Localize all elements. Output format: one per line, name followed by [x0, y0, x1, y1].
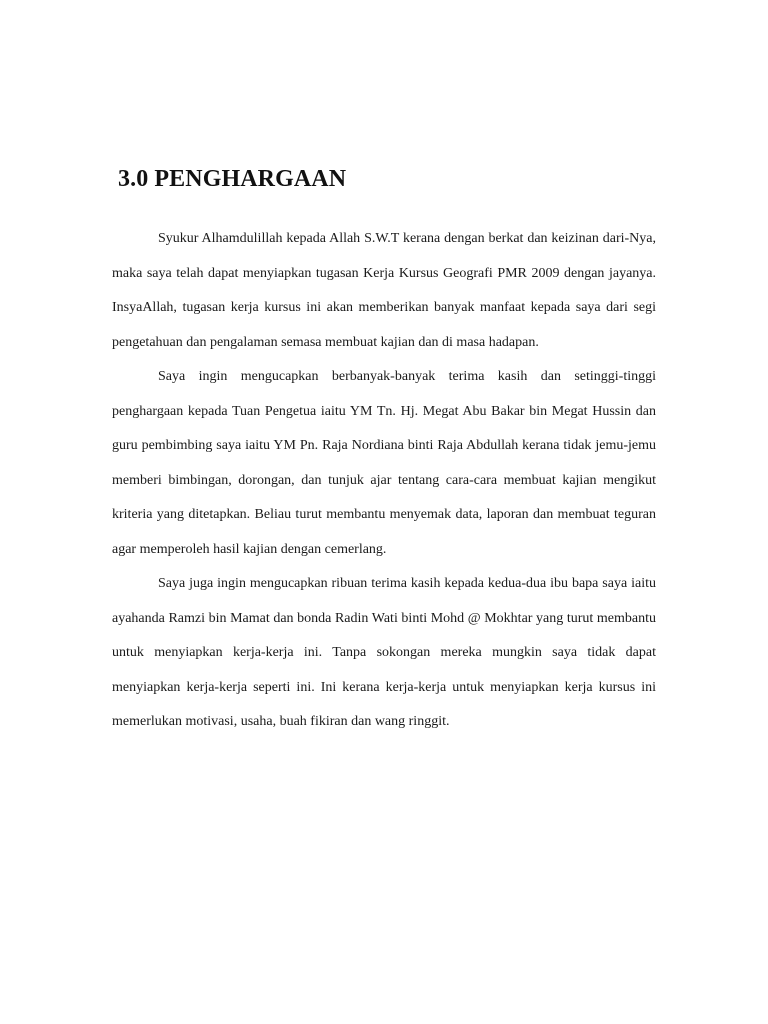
paragraph-3: Saya juga ingin mengucapkan ribuan terima kasih kepada kedua-dua ibu bapa saya iaitu ayahanda Ramzi bin Mamat dan bonda Radin Wati binti Mohd @ Mokhtar yang turut membantu untuk menyiapkan kerja-kerja ini. Tanpa sokongan mereka mungkin saya tidak dapat menyiapkan kerja-kerja seperti ini. Ini kerana kerja-kerja untuk menyiapkan kerja kursus ini memerlukan motivasi, usaha, buah fikiran dan wang ringgit. [112, 576, 656, 729]
body-text [112, 222, 656, 740]
paragraph-1: Syukur Alhamdulillah kepada Allah S.W.T kerana dengan berkat dan keizinan dari-Nya, maka saya telah dapat menyiapkan tugasan Kerja Kursus Geografi PMR 2009 dengan jayanya. InsyaAllah, tugasan kerja kursus ini akan memberikan banyak manfaat kepada saya dari segi pengetahuan dan pengalaman semasa membuat kajian dan di masa hadapan. [112, 231, 656, 350]
paragraph-2: Saya ingin mengucapkan berbanyak-banyak terima kasih dan setinggi-tinggi penghargaan kepada Tuan Pengetua iaitu YM Tn. Hj. Megat Abu Bakar bin Megat Hussin dan guru pembimbing saya iaitu YM Pn. Raja Nordiana binti Raja Abdullah kerana tidak jemu-jemu memberi bimbingan, dorongan, dan tunjuk ajar tentang cara-cara membuat kajian mengikut kriteria yang ditetapkan. Beliau turut membantu menyemak data, laporan dan membuat teguran agar memperoleh hasil kajian dengan cemerlang. [112, 369, 656, 557]
section-heading: 3.0 PENGHARGAAN [118, 166, 347, 192]
